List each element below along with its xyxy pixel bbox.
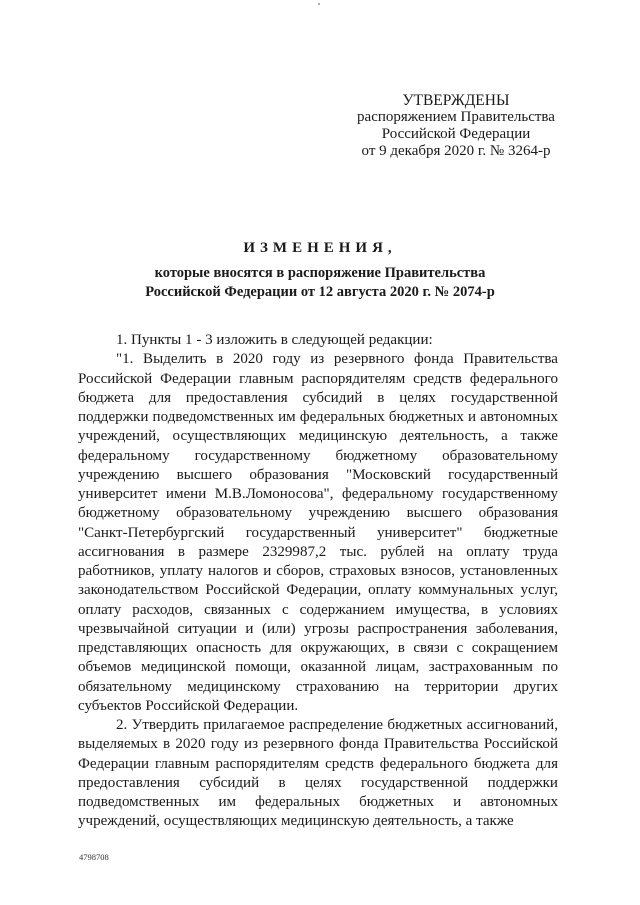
paragraph: 2. Утвердить прилагаемое распределение бюджетных ассигнований, выделяемых в 2020 году из резервного фонда Правительства Российской Федерации главным распорядителям средств федерального бюджета для предоставления субсидий в целях государственной поддержки подведомственных им федеральных бюджетных и автономных учреждений, осуществляющих медицинскую деятельность, а также [78, 717, 558, 830]
paragraph: 1. Пункты 1 - 3 изложить в следующей редакции: [116, 332, 433, 348]
document-body [78, 331, 558, 832]
scan-mark [318, 3, 320, 5]
subheading-line: которые вносятся в распоряжение Правительства [154, 265, 486, 281]
approval-title: УТВЕРЖДЕНЫ [402, 92, 510, 109]
document-number: 4798708 [79, 852, 109, 862]
document-heading: ИЗМЕНЕНИЯ, [243, 240, 397, 256]
approval-line: распоряжением Правительства [357, 109, 555, 125]
approval-block [340, 92, 572, 160]
approval-line: Российской Федерации [381, 126, 531, 142]
paragraph: "1. Выделить в 2020 году из резервного фонда Правительства Российской Федерации главным распорядителям средств федерального бюджета для предоставления субсидий в целях государственной поддержки подведомственных им федеральных бюджетных и автономных учреждений, осуществляющих медицинскую деятельность, а также федеральному государственному бюджетному образовательному учреждению высшего образования "Московский государственный университет имени М.В.Ломоносова", федеральному государственному бюджетному образовательному учреждению высшего образования "Санкт-Петербургский государственный университет" бюджетные ассигнования в размере 2329987,2 тыс. рублей на оплату труда работников, уплату налогов и сборов, страховых взносов, установленных законодательством Российской Федерации, оплату коммунальных услуг, оплату расходов, связанных с содержанием имущества, в условиях чрезвычайной ситуации и (или) угрозы распространения заболевания, представляющих опасность для окружающих, в связи с сокращением объемов медицинской помощи, оказанной лицам, застрахованным по обязательному медицинскому страхованию на территории других субъектов Российской Федерации. [78, 351, 558, 714]
approval-date-line: от 9 декабря 2020 г. № 3264-р [361, 143, 551, 159]
document-subheading [40, 264, 600, 302]
subheading-line: Российской Федерации от 12 августа 2020 г. № 2074-р [145, 284, 495, 300]
